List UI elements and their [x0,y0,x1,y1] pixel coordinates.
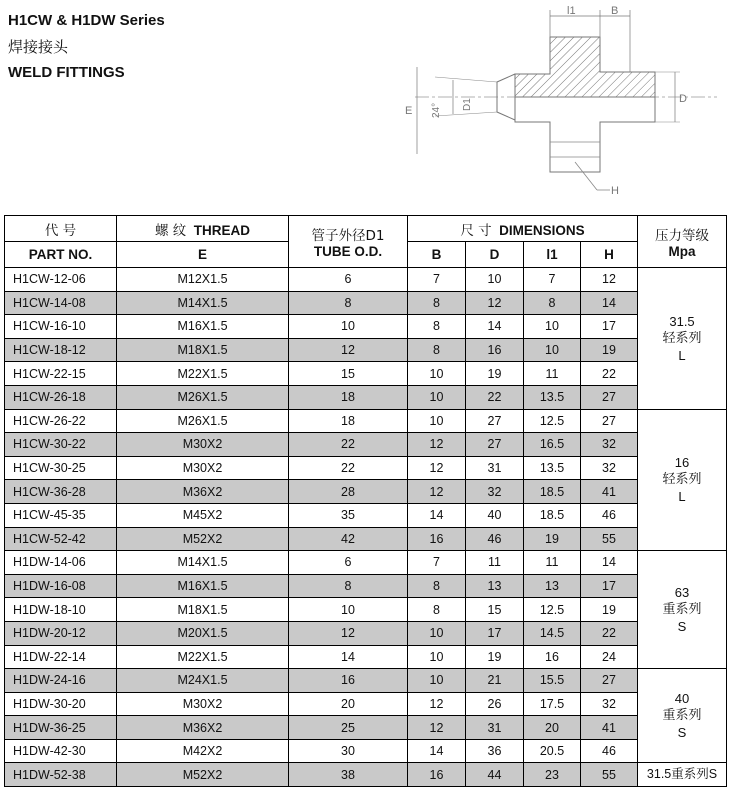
table-row [5,645,727,669]
cell-tube: 30 [289,739,408,763]
cell-part: H1CW-26-22 [5,409,117,433]
cell-l1: 18.5 [524,480,581,504]
dim-label-d1: D1 [462,98,473,111]
cell-thread: M30X2 [117,692,289,716]
chinese-title: 焊接接头 [8,38,69,56]
table-row [5,338,727,362]
cell-h: 17 [581,315,638,339]
cell-l1: 13.5 [524,456,581,480]
cell-pressure [638,268,727,410]
cell-part: H1DW-24-16 [5,669,117,693]
cell-d: 27 [466,433,524,457]
cell-tube: 18 [289,409,408,433]
cell-l1: 11 [524,362,581,386]
cell-d: 13 [466,574,524,598]
cell-d: 31 [466,716,524,740]
header-pressure: 压力等级 Mpa [638,216,727,268]
cell-h: 12 [581,268,638,292]
cell-l1: 12.5 [524,409,581,433]
pressure-class-en: S [677,619,687,635]
cell-d: 11 [466,551,524,575]
header-dim-b: B [408,242,466,268]
cell-h: 41 [581,716,638,740]
pressure-class-cn: 重系列 [662,602,702,618]
dim-label-e: E [405,105,413,117]
cell-b: 10 [408,409,466,433]
fitting-drawing [405,2,725,207]
table-row [5,763,727,787]
cell-h: 27 [581,409,638,433]
cell-b: 10 [408,362,466,386]
cell-part: H1DW-30-20 [5,692,117,716]
cell-l1: 19 [524,527,581,551]
cell-tube: 18 [289,385,408,409]
cell-l1: 23 [524,763,581,787]
cell-h: 14 [581,551,638,575]
cell-part: H1CW-45-35 [5,503,117,527]
cell-h: 24 [581,645,638,669]
cell-pressure [638,551,727,669]
header-thread-e: E [117,242,289,268]
header-part-no: PART NO. [5,242,117,268]
cell-l1: 13.5 [524,385,581,409]
cell-h: 41 [581,480,638,504]
cell-h: 14 [581,291,638,315]
cell-h: 22 [581,621,638,645]
cell-l1: 16 [524,645,581,669]
cell-l1: 10 [524,315,581,339]
cell-b: 12 [408,716,466,740]
pressure-class-cn: 轻系列 [662,330,702,346]
dim-label-b: B [611,5,619,17]
cell-thread: M36X2 [117,480,289,504]
cell-part: H1CW-52-42 [5,527,117,551]
cell-part: H1DW-42-30 [5,739,117,763]
pressure-value: 63 [674,585,690,601]
header-code: 代 号 [5,216,117,242]
cell-part: H1DW-52-38 [5,763,117,787]
cell-thread: M14X1.5 [117,551,289,575]
body-section [515,37,655,97]
cell-thread: M22X1.5 [117,645,289,669]
table-row [5,456,727,480]
title-block [8,8,165,86]
pressure-class-en: S [677,725,687,741]
cell-thread: M16X1.5 [117,315,289,339]
cell-part: H1DW-20-12 [5,621,117,645]
english-title: WELD FITTINGS [8,64,125,81]
header-dim-d: D [466,242,524,268]
cell-thread: M30X2 [117,433,289,457]
table-row [5,433,727,457]
cell-tube: 12 [289,621,408,645]
cell-part: H1DW-36-25 [5,716,117,740]
cell-part: H1CW-30-25 [5,456,117,480]
cell-d: 26 [466,692,524,716]
cell-l1: 20 [524,716,581,740]
cell-d: 12 [466,291,524,315]
cell-l1: 7 [524,268,581,292]
series-title: H1CW & H1DW Series [8,12,165,29]
spec-table-body [5,268,727,787]
cell-b: 10 [408,645,466,669]
cell-l1: 13 [524,574,581,598]
pressure-class-cn: 重系列 [662,708,702,724]
cell-b: 16 [408,763,466,787]
cell-d: 14 [466,315,524,339]
cell-h: 27 [581,669,638,693]
cell-thread: M26X1.5 [117,409,289,433]
cell-d: 44 [466,763,524,787]
table-row [5,503,727,527]
cell-h: 46 [581,503,638,527]
cell-h: 19 [581,598,638,622]
cell-tube: 42 [289,527,408,551]
cell-part: H1CW-22-15 [5,362,117,386]
table-row [5,716,727,740]
cell-l1: 18.5 [524,503,581,527]
cell-tube: 10 [289,315,408,339]
pressure-class-cn: 轻系列 [662,472,702,488]
cell-pressure [638,409,727,551]
cell-thread: M52X2 [117,527,289,551]
cell-b: 12 [408,692,466,716]
pressure-value: 16 [674,455,690,471]
cell-thread: M30X2 [117,456,289,480]
table-row [5,291,727,315]
header-tube: 管子外径D1 TUBE O.D. [289,216,408,268]
cell-b: 8 [408,338,466,362]
table-row [5,739,727,763]
cell-l1: 14.5 [524,621,581,645]
cell-b: 10 [408,621,466,645]
cell-b: 14 [408,739,466,763]
cell-thread: M36X2 [117,716,289,740]
header-thread: 螺 纹 THREAD [117,216,289,242]
cell-thread: M18X1.5 [117,598,289,622]
dim-label-angle: 24° [431,102,442,118]
table-row [5,692,727,716]
table-row [5,598,727,622]
cell-d: 17 [466,621,524,645]
cell-tube: 10 [289,598,408,622]
cell-h: 32 [581,433,638,457]
cell-thread: M16X1.5 [117,574,289,598]
cell-thread: M26X1.5 [117,385,289,409]
cell-b: 8 [408,315,466,339]
cell-tube: 20 [289,692,408,716]
header-dimensions: 尺 寸 DIMENSIONS [408,216,638,242]
cell-b: 10 [408,385,466,409]
table-row [5,669,727,693]
pressure-class-en: L [678,489,686,505]
cell-d: 46 [466,527,524,551]
cell-tube: 6 [289,268,408,292]
cell-tube: 22 [289,456,408,480]
cell-d: 15 [466,598,524,622]
header-dim-l1: l1 [524,242,581,268]
cell-h: 22 [581,362,638,386]
cell-h: 27 [581,385,638,409]
cell-part: H1CW-26-18 [5,385,117,409]
cell-b: 8 [408,574,466,598]
cell-thread: M12X1.5 [117,268,289,292]
pressure-value: 31.5 [669,313,695,329]
body-lower [515,97,655,172]
table-row [5,574,727,598]
cell-d: 31 [466,456,524,480]
cell-h: 55 [581,527,638,551]
cell-tube: 14 [289,645,408,669]
cell-tube: 35 [289,503,408,527]
cell-b: 10 [408,669,466,693]
cell-part: H1CW-36-28 [5,480,117,504]
cell-d: 19 [466,362,524,386]
table-row [5,315,727,339]
cell-h: 46 [581,739,638,763]
cell-h: 55 [581,763,638,787]
cell-h: 17 [581,574,638,598]
cell-d: 19 [466,645,524,669]
cell-h: 32 [581,692,638,716]
cell-d: 36 [466,739,524,763]
cell-b: 7 [408,551,466,575]
cell-part: H1CW-30-22 [5,433,117,457]
cell-tube: 12 [289,338,408,362]
cell-b: 8 [408,598,466,622]
cell-b: 7 [408,268,466,292]
cell-tube: 38 [289,763,408,787]
cell-thread: M18X1.5 [117,338,289,362]
cell-b: 12 [408,456,466,480]
cell-part: H1DW-14-06 [5,551,117,575]
table-row [5,480,727,504]
cell-tube: 8 [289,291,408,315]
table-row [5,551,727,575]
cell-l1: 8 [524,291,581,315]
cell-thread: M20X1.5 [117,621,289,645]
cell-d: 40 [466,503,524,527]
cell-d: 27 [466,409,524,433]
cell-d: 16 [466,338,524,362]
table-row [5,621,727,645]
dim-label-d: D [679,93,687,105]
cell-tube: 16 [289,669,408,693]
cell-l1: 17.5 [524,692,581,716]
cell-pressure: 31.5重系列S [638,763,727,787]
cell-d: 22 [466,385,524,409]
cell-thread: M42X2 [117,739,289,763]
table-row [5,527,727,551]
cell-h: 19 [581,338,638,362]
table-row [5,385,727,409]
cell-pressure [638,669,727,763]
cell-thread: M52X2 [117,763,289,787]
header-dim-h: H [581,242,638,268]
cell-l1: 10 [524,338,581,362]
cell-tube: 28 [289,480,408,504]
cell-part: H1CW-12-06 [5,268,117,292]
cell-h: 32 [581,456,638,480]
spec-table [4,215,727,787]
cell-tube: 25 [289,716,408,740]
cell-b: 14 [408,503,466,527]
cell-part: H1DW-16-08 [5,574,117,598]
cell-l1: 20.5 [524,739,581,763]
cell-b: 12 [408,480,466,504]
cell-tube: 15 [289,362,408,386]
cell-part: H1CW-14-08 [5,291,117,315]
cell-thread: M45X2 [117,503,289,527]
cell-d: 32 [466,480,524,504]
cell-thread: M14X1.5 [117,291,289,315]
cell-l1: 15.5 [524,669,581,693]
cell-l1: 16.5 [524,433,581,457]
cell-tube: 8 [289,574,408,598]
cell-tube: 6 [289,551,408,575]
dim-label-h: H [611,185,619,197]
cell-d: 10 [466,268,524,292]
cell-part: H1CW-18-12 [5,338,117,362]
pressure-class-en: L [678,347,686,363]
cell-part: H1DW-18-10 [5,598,117,622]
pressure-value: 40 [674,691,690,707]
table-row [5,409,727,433]
cell-b: 8 [408,291,466,315]
cell-l1: 12.5 [524,598,581,622]
cell-tube: 22 [289,433,408,457]
cell-part: H1DW-22-14 [5,645,117,669]
table-row [5,268,727,292]
cell-b: 16 [408,527,466,551]
cell-thread: M22X1.5 [117,362,289,386]
cell-l1: 11 [524,551,581,575]
cell-part: H1CW-16-10 [5,315,117,339]
table-row [5,362,727,386]
dim-label-l1: l1 [567,5,576,17]
cell-thread: M24X1.5 [117,669,289,693]
cell-b: 12 [408,433,466,457]
cell-d: 21 [466,669,524,693]
